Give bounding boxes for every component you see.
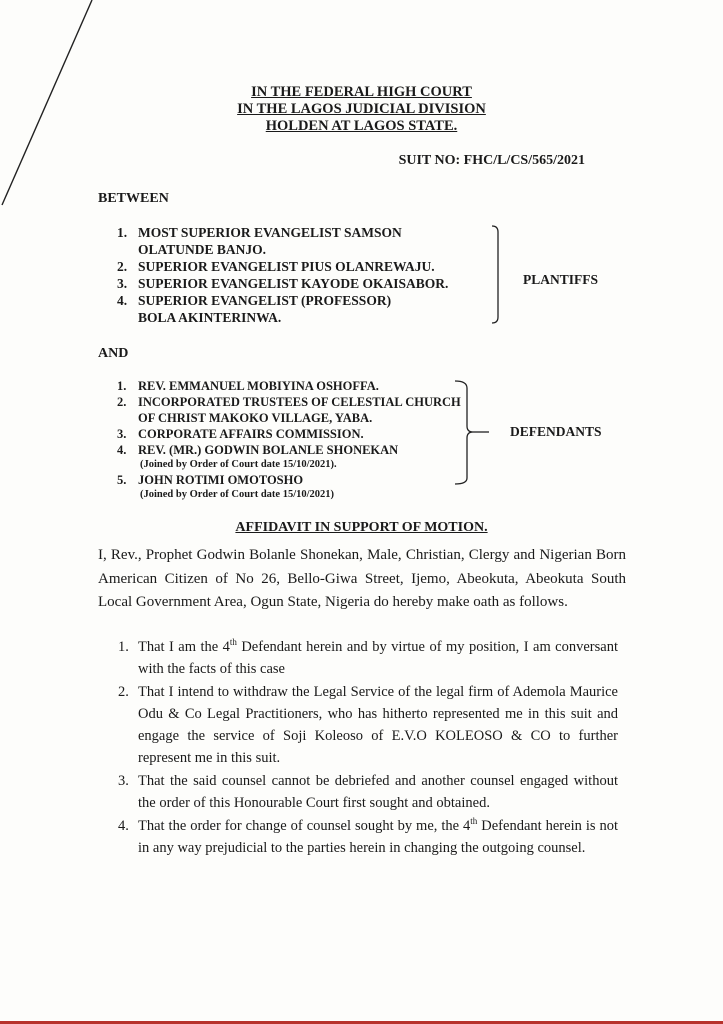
plaintiffs-label: PLANTIFFS <box>523 272 599 287</box>
affidavit-paragraph: 4. That the order for change of counsel sought by me, the 4th Defendant herein is not in any way prejudicial to the parties herein in changing the outgoing counsel. <box>118 816 618 856</box>
affidavit-paragraph: 3. That the said counsel cannot be debriefed and another counsel engaged without the order of this Honourable Court first sought and obtained. <box>118 773 618 811</box>
defendant-name: CORPORATE AFFAIRS COMMISSION. <box>138 427 364 441</box>
defendants-brace <box>453 378 493 488</box>
defendant-item: 3. CORPORATE AFFAIRS COMMISSION. <box>117 427 364 441</box>
and-label: AND <box>98 346 129 361</box>
suit-number: SUIT NO: FHC/L/CS/565/2021 <box>398 153 585 168</box>
affidavit-paragraph: 1. That I am the 4th Defendant herein and by virtue of my position, I am conversant with the facts of this case <box>118 637 618 677</box>
court-name: IN THE FEDERAL HIGH COURT <box>251 84 472 100</box>
defendant-item: 1. REV. EMMANUEL MOBIYINA OSHOFFA. <box>117 379 379 393</box>
between-label: BETWEEN <box>98 191 169 206</box>
plaintiff-name: SUPERIOR EVANGELIST (PROFESSOR) BOLA AKINTERINWA. <box>138 293 392 325</box>
plaintiff-item: 1. MOST SUPERIOR EVANGELIST SAMSON OLATUNDE BANJO. <box>117 225 402 257</box>
defendant-item: 4. REV. (MR.) GODWIN BOLANLE SHONEKAN (Joined by Order of Court date 15/10/2021). <box>117 442 463 472</box>
plaintiff-name: SUPERIOR EVANGELIST PIUS OLANREWAJU. <box>138 259 435 274</box>
defendant-item: 2. INCORPORATED TRUSTEES OF CELESTIAL CHURCH OF CHRIST MAKOKO VILLAGE, YABA. <box>117 395 461 425</box>
affidavit-paragraph: 2. That I intend to withdraw the Legal Service of the legal firm of Ademola Maurice Odu & Co Legal Practitioners, who has hitherto represented me in this suit and engage the service of Soji Koleoso of E.V.O KOLEOSO & CO to further represent me in this suit. <box>118 684 618 766</box>
defendant-note: (Joined by Order of Court date 15/10/2021) <box>140 489 335 500</box>
defendants-list <box>117 378 463 502</box>
defendant-note: (Joined by Order of Court date 15/10/2021). <box>140 459 337 470</box>
plaintiff-item: 2. SUPERIOR EVANGELIST PIUS OLANREWAJU. <box>117 259 435 274</box>
plaintiff-item: 4. SUPERIOR EVANGELIST (PROFESSOR) BOLA AKINTERINWA. <box>117 293 392 325</box>
court-header <box>0 84 723 135</box>
defendant-name: REV. EMMANUEL MOBIYINA OSHOFFA. <box>138 379 379 393</box>
affidavit-title: AFFIDAVIT IN SUPPORT OF MOTION. <box>235 520 488 535</box>
plaintiff-item: 3. SUPERIOR EVANGELIST KAYODE OKAISABOR. <box>117 276 449 291</box>
court-holden: HOLDEN AT LAGOS STATE. <box>265 118 458 134</box>
affidavit-paragraphs <box>118 636 618 860</box>
defendant-name: JOHN ROTIMI OMOTOSHO <box>138 473 304 487</box>
plaintiff-name: MOST SUPERIOR EVANGELIST SAMSON OLATUNDE BANJO. <box>138 225 402 257</box>
defendants-label: DEFENDANTS <box>510 424 602 439</box>
defendant-name: INCORPORATED TRUSTEES OF CELESTIAL CHURCH OF CHRIST MAKOKO VILLAGE, YABA. <box>138 395 461 425</box>
plaintiff-name: SUPERIOR EVANGELIST KAYODE OKAISABOR. <box>138 276 449 291</box>
deponent-intro: I, Rev., Prophet Godwin Bolanle Shonekan, Male, Christian, Clergy and Nigerian Born American Citizen of No 26, Bello-Giwa Street, Ijemo, Abeokuta, Abeokuta South Local Government Area, Ogun State, Nigeria do hereby make oath as follows. <box>98 547 626 610</box>
defendant-item: 5. JOHN ROTIMI OMOTOSHO (Joined by Order of Court date 15/10/2021) <box>117 472 463 502</box>
plaintiffs-list <box>117 224 448 326</box>
plaintiffs-brace <box>490 224 510 326</box>
court-division: IN THE LAGOS JUDICIAL DIVISION <box>237 101 486 117</box>
defendant-name: REV. (MR.) GODWIN BOLANLE SHONEKAN <box>138 443 399 457</box>
